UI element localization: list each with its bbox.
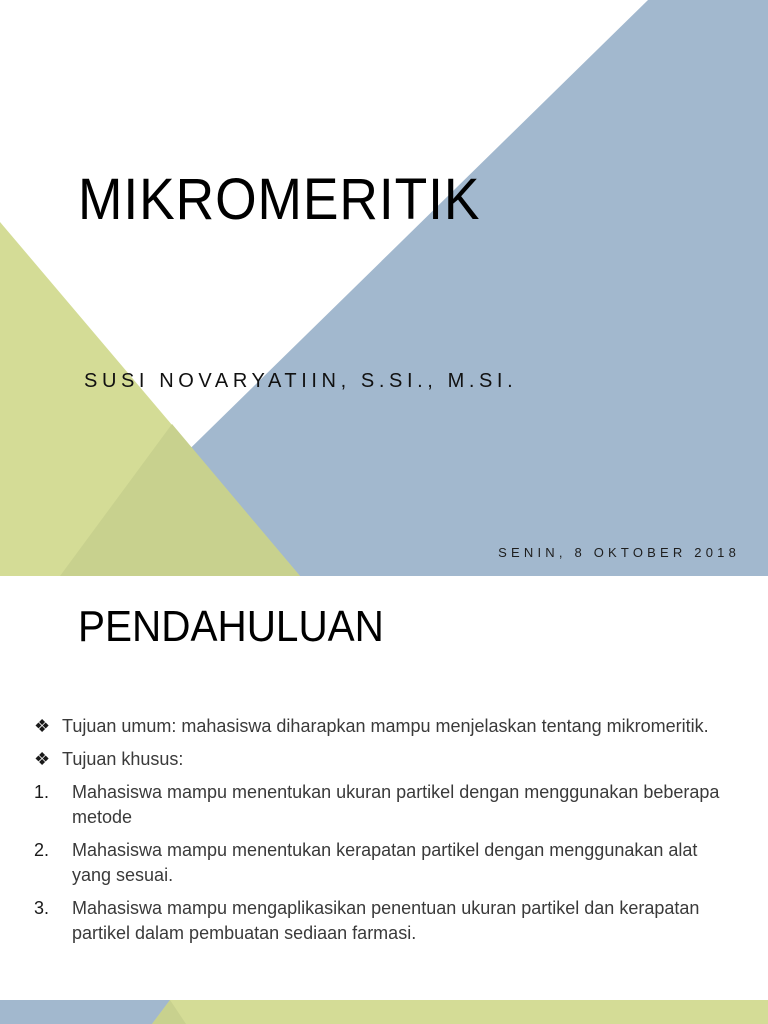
blue-band-shape (0, 1000, 170, 1024)
section-title: PENDAHULUAN (78, 602, 384, 651)
list-number: 3. (34, 898, 50, 918)
list-item-text: Mahasiswa mampu mengaplikasikan penentuan ukuran partikel dan kerapatan partikel dalam pembuatan sediaan farmasi. (72, 898, 700, 943)
list-item-text: Mahasiswa mampu menentukan ukuran partikel dengan menggunakan beberapa metode (72, 782, 720, 827)
diamond-bullet-icon: ❖ (34, 716, 51, 736)
list-item (34, 838, 734, 888)
bottom-decorative-band (0, 1000, 768, 1024)
introduction-slide (0, 576, 768, 1024)
list-item (34, 714, 734, 739)
list-number: 2. (34, 840, 50, 860)
list-number: 1. (34, 782, 50, 802)
presentation-title: MIKROMERITIK (78, 167, 481, 232)
list-item-text: Tujuan khusus: (62, 749, 184, 769)
presentation-date: SENIN, 8 OKTOBER 2018 (498, 545, 740, 560)
list-item (34, 780, 734, 830)
list-item-text: Mahasiswa mampu menentukan kerapatan partikel dengan menggunakan alat yang sesuai. (72, 840, 698, 885)
list-item (34, 896, 734, 946)
objectives-list (34, 714, 734, 954)
list-item-text: Tujuan umum: mahasiswa diharapkan mampu menjelaskan tentang mikromeritik. (62, 716, 709, 736)
list-item (34, 747, 734, 772)
diamond-bullet-icon: ❖ (34, 749, 51, 769)
author-name: SUSI NOVARYATIIN, S.SI., M.SI. (84, 370, 518, 392)
